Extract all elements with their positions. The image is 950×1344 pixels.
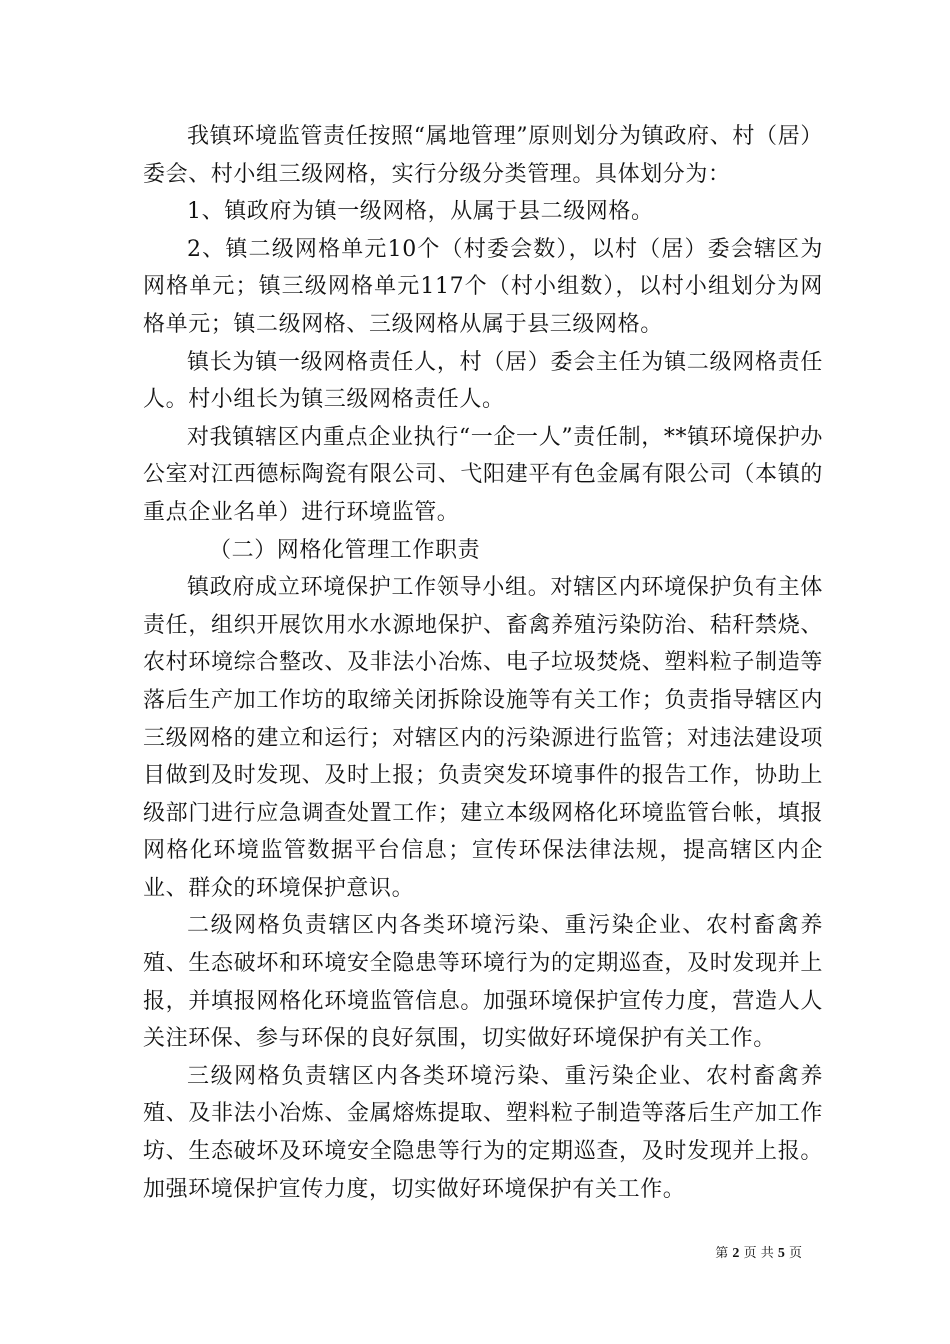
footer-current-page: 2 (732, 1246, 740, 1261)
paragraph-level3-duties: 三级网格负责辖区内各类环境污染、重污染企业、农村畜禽养殖、及非法小冶炼、金属熔炼提取、塑料粒子制造等落后生产加工作坊、生态破坏及环境安全隐患等行为的定期巡查，及时发现并上报。加强环境保护宣传力度，切实做好环境保护有关工作。 (143, 1063, 823, 1202)
page-number-footer (715, 1246, 802, 1262)
paragraph-key-enterprises: 对我镇辖区内重点企业执行“一企一人”责任制，**镇环境保护办公室对江西德标陶瓷有限公司、弋阳建平有色金属有限公司（本镇的重点企业名单）进行环境监管。 (143, 424, 823, 525)
document-body (143, 118, 823, 1208)
paragraph-item-2: 2、镇二级网格单元10个（村委会数），以村（居）委会辖区为网格单元；镇三级网格单元117个（村小组数），以村小组划分为网格单元；镇二级网格、三级网格从属于县三级网格。 (143, 236, 823, 337)
footer-total-pages: 5 (777, 1246, 785, 1261)
paragraph-responsible-persons: 镇长为镇一级网格责任人，村（居）委会主任为镇二级网格责任人。村小组长为镇三级网格责任人。 (143, 349, 823, 413)
paragraph-level2-duties: 二级网格负责辖区内各类环境污染、重污染企业、农村畜禽养殖、生态破坏和环境安全隐患等环境行为的定期巡查，及时发现并上报，并填报网格化环境监管信息。加强环境保护宣传力度，营造人人关注环保、参与环保的良好氛围，切实做好环境保护有关工作。 (143, 913, 823, 1052)
footer-suffix: 页 (788, 1246, 802, 1261)
footer-prefix: 第 (715, 1246, 729, 1261)
paragraph-town-duties: 镇政府成立环境保护工作领导小组。对辖区内环境保护负有主体责任，组织开展饮用水水源地保护、畜禽养殖污染防治、秸秆禁烧、农村环境综合整改、及非法小冶炼、电子垃圾焚烧、塑料粒子制造等落后生产加工作坊的取缔关闭拆除设施等有关工作；负责指导辖区内三级网格的建立和运行；对辖区内的污染源进行监管；对违法建设项目做到及时发现、及时上报；负责突发环境事件的报告工作，协助上级部门进行应急调查处置工作；建立本级网格化环境监管台帐，填报网格化环境监管数据平台信息；宣传环保法律法规，提高辖区内企业、群众的环境保护意识。 (143, 575, 823, 901)
footer-middle: 页 共 (743, 1246, 774, 1261)
section-heading: （二）网格化管理工作职责 (209, 537, 481, 563)
paragraph-grid-division: 我镇环境监管责任按照“属地管理”原则划分为镇政府、村（居）委会、村小组三级网格，实行分级分类管理。具体划分为： (143, 124, 823, 187)
paragraph-item-1: 1、镇政府为镇一级网格，从属于县二级网格。 (187, 199, 654, 225)
